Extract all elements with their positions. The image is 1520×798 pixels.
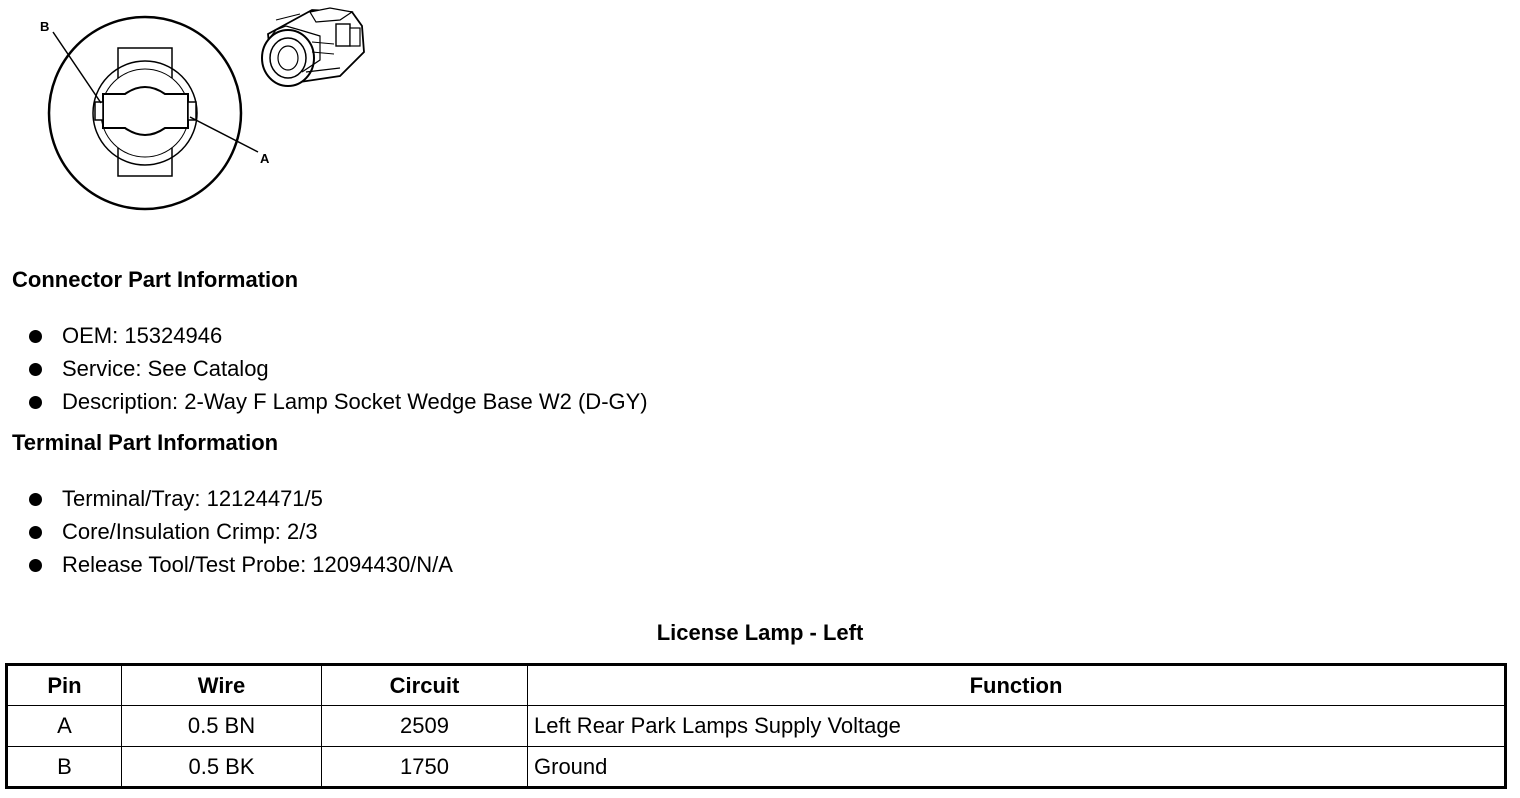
connector-oem-text: OEM: 15324946 (62, 323, 223, 348)
connector-service-text: Service: See Catalog (62, 356, 269, 381)
header-pin: Pin (7, 665, 122, 706)
list-item (0, 548, 453, 581)
list-item (0, 482, 453, 515)
bullet-icon (29, 559, 42, 572)
bullet-icon (29, 363, 42, 376)
connector-terminal-slot (103, 87, 188, 135)
cell-function: Left Rear Park Lamps Supply Voltage (528, 706, 1506, 747)
list-item (0, 352, 648, 385)
cell-function: Ground (528, 747, 1506, 788)
pin-label-b: B (40, 19, 50, 34)
leader-line-a (190, 117, 258, 152)
terminal-release-tool-text: Release Tool/Test Probe: 12094430/N/A (62, 552, 453, 577)
header-wire: Wire (122, 665, 322, 706)
terminal-info-heading: Terminal Part Information (12, 430, 279, 455)
cell-pin: A (7, 706, 122, 747)
table-row (7, 706, 1506, 747)
bullet-icon (29, 493, 42, 506)
table-row (7, 747, 1506, 788)
list-item (0, 385, 648, 418)
terminal-b-blade (95, 102, 103, 120)
cell-wire: 0.5 BK (122, 747, 322, 788)
cell-circuit: 1750 (322, 747, 528, 788)
list-item (0, 515, 453, 548)
list-item (0, 319, 648, 352)
terminal-info-list (0, 482, 453, 581)
connector-3d-illustration (262, 8, 364, 86)
connector-diagram (0, 0, 400, 220)
connector-info-heading: Connector Part Information (12, 267, 299, 292)
terminal-tray-text: Terminal/Tray: 12124471/5 (62, 486, 323, 511)
connector-description-text: Description: 2-Way F Lamp Socket Wedge Base W2 (D-GY) (62, 389, 648, 414)
connector-info-list (0, 319, 648, 418)
pin-table (5, 663, 1507, 789)
pin-label-a: A (260, 151, 270, 166)
terminal-crimp-text: Core/Insulation Crimp: 2/3 (62, 519, 318, 544)
cell-pin: B (7, 747, 122, 788)
table-title: License Lamp - Left (656, 620, 864, 645)
bullet-icon (29, 330, 42, 343)
cell-circuit: 2509 (322, 706, 528, 747)
header-circuit: Circuit (322, 665, 528, 706)
table-header-row (7, 665, 1506, 706)
bullet-icon (29, 396, 42, 409)
cell-wire: 0.5 BN (122, 706, 322, 747)
header-function: Function (528, 665, 1506, 706)
bullet-icon (29, 526, 42, 539)
